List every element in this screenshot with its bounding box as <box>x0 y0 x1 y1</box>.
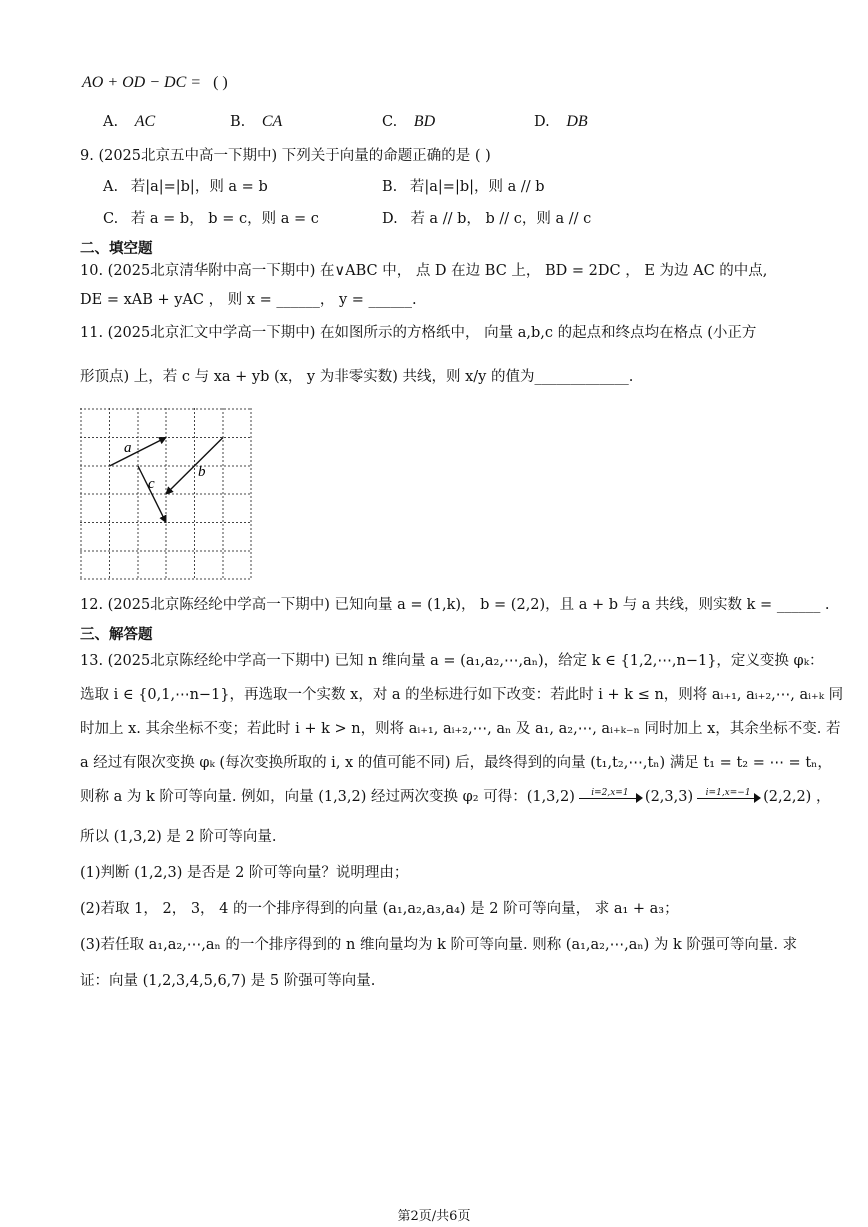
option-text: 若 a = b， b = c，则 a = c <box>130 211 319 227</box>
q8-option-d <box>534 111 588 133</box>
option-value: CA <box>261 113 283 130</box>
q13-line4: a 经过有限次变换 φₖ (每次变换所取的 i, x 的值可能不同) 后，最终得到的向量 (t₁,t₂,⋯,tₙ) 满足 t₁ = t₂ = ⋯ = tₙ， <box>80 755 832 771</box>
option-label: A. <box>103 114 119 130</box>
option-label: B. <box>382 179 398 195</box>
option-text: 若|a|=|b|，则 a // b <box>409 179 545 195</box>
q8-expr-text: AO + OD − DC = <box>82 74 202 91</box>
vector-c-label: c <box>148 476 155 492</box>
option-label: C. <box>103 211 119 227</box>
option-label: B. <box>230 114 246 130</box>
q9-option-d <box>382 208 591 230</box>
q9-option-b <box>382 176 545 198</box>
option-text: 若|a|=|b|，则 a = b <box>130 179 268 195</box>
transform-arrow-1 <box>577 786 643 808</box>
q11-line1: 11. (2025北京汇文中学高一下期中) 在如图所示的方格纸中， 向量 a,b,c 的起点和终点均在格点 (小正方 <box>80 325 757 341</box>
arrow-shaft <box>697 798 757 799</box>
q9-option-c <box>103 208 319 230</box>
q10-line2: DE = xAB + yAC ， 则 x = ______， y = ______. <box>80 292 417 308</box>
q11-line2: 形顶点) 上，若 c 与 xa + yb (x， y 为非零实数) 共线，则 x/y 的值为_____________. <box>80 369 634 385</box>
option-label: D. <box>382 211 398 227</box>
q13-part1: (1)判断 (1,2,3) 是否是 2 阶可等向量？说明理由； <box>80 865 409 881</box>
option-label: A. <box>103 179 119 195</box>
q13-line3: 时加上 x. 其余坐标不变；若此时 i + k > n，则将 aᵢ₊₁, aᵢ₊₂,⋯, aₙ 及 a₁, a₂,⋯, aᵢ₊ₖ₋ₙ 同时加上 x，其余坐标不变. 若 <box>80 721 841 737</box>
q8-option-a <box>103 111 155 133</box>
vector-grid-figure <box>80 408 252 580</box>
q13-part2: (2)若取 1， 2， 3， 4 的一个排序得到的向量 (a₁,a₂,a₃,a₄) 是 2 阶可等向量， 求 a₁ + a₃； <box>80 901 679 917</box>
option-label: C. <box>382 114 398 130</box>
option-text: 若 a // b， b // c，则 a // c <box>410 211 592 227</box>
q10-line1: 10. (2025北京清华附中高一下期中) 在∨ABC 中， 点 D 在边 BC 上， BD = 2DC ， E 为边 AC 的中点, <box>80 263 768 279</box>
q13-line6: 所以 (1,3,2) 是 2 阶可等向量. <box>80 829 277 845</box>
vector-b-label: b <box>198 464 206 480</box>
arrow-shaft <box>579 798 639 799</box>
option-value: DB <box>566 113 588 130</box>
vector-a-label: a <box>124 440 132 456</box>
option-value: BD <box>413 113 436 130</box>
q8-answer-paren: ( ) <box>213 74 228 91</box>
q13-part3-line2: 证：向量 (1,2,3,4,5,6,7) 是 5 阶强可等向量. <box>80 973 376 989</box>
section-solve-title: 三、解答题 <box>80 627 153 643</box>
q13-line1: 13. (2025北京陈经纶中学高一下期中) 已知 n 维向量 a = (a₁,a₂,⋯,aₙ)，给定 k ∈ {1,2,⋯,n−1}，定义变换 φₖ： <box>80 653 824 669</box>
q8-option-b <box>230 111 282 133</box>
arrow-head-icon <box>754 793 761 803</box>
transform-arrow-2-result: (2,2,2) ， <box>763 789 831 805</box>
q9-stem: 9. (2025北京五中高一下期中) 下列关于向量的命题正确的是 ( ) <box>80 148 491 164</box>
transform-arrow-1-label: i=2,x=1 <box>591 788 629 798</box>
option-label: D. <box>534 114 550 130</box>
transform-arrow-2-label: i=1,x=−1 <box>705 788 751 798</box>
section-fill-in-title: 二、填空题 <box>80 241 153 257</box>
arrow-head-icon <box>636 793 643 803</box>
q12-stem: 12. (2025北京陈经纶中学高一下期中) 已知向量 a = (1,k)， b = (2,2)，且 a + b 与 a 共线，则实数 k = ______ . <box>80 597 830 613</box>
q13-line5-text: 则称 a 为 k 阶可等向量. 例如，向量 (1,3,2) 经过两次变换 φ₂ 可得：(1,3,2) <box>80 789 575 805</box>
transform-arrow-1-result: (2,3,3) <box>644 789 694 805</box>
q13-line2: 选取 i ∈ {0,1,⋯n−1}，再选取一个实数 x，对 a 的坐标进行如下改变：若此时 i + k ≤ n，则将 aᵢ₊₁, aᵢ₊₂,⋯, aᵢ₊ₖ 同 <box>80 687 844 703</box>
q9-option-a <box>103 176 268 198</box>
q13-part3-line1: (3)若任取 a₁,a₂,⋯,aₙ 的一个排序得到的 n 维向量均为 k 阶可等向量. 则称 (a₁,a₂,⋯,aₙ) 为 k 阶强可等向量. 求 <box>80 937 798 953</box>
option-value: AC <box>134 113 156 130</box>
page-number-footer: 第2页/共6页 <box>397 1209 471 1224</box>
transform-arrow-2 <box>695 786 761 808</box>
q8-expression <box>82 72 228 94</box>
q13-line5 <box>80 786 830 808</box>
q8-option-c <box>382 111 435 133</box>
